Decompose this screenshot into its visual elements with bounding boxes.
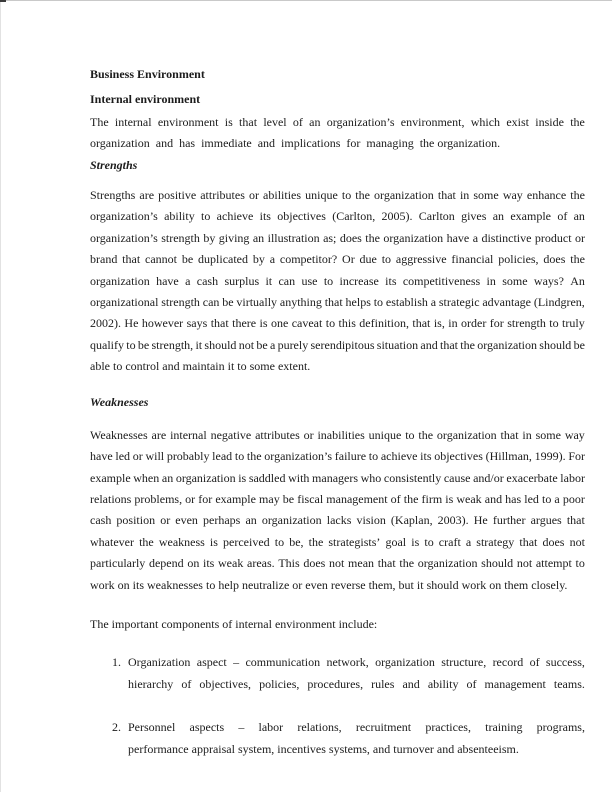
paragraph-line: have led or will probably lead to the organization’s failure to achieve its objectives (Hillman, 1999). For xyxy=(90,449,585,464)
paragraph-line: organization’s strength by giving an illustration as; does the organization have a distinctive product or xyxy=(90,230,585,245)
numbered-list xyxy=(90,652,585,760)
paragraph-line: organization have a cash surplus it can use to increase its competitiveness in some ways? An xyxy=(90,273,585,288)
page-edge-line-left xyxy=(0,0,1,792)
heading-business-environment: Business Environment xyxy=(90,67,205,81)
components-intro-line: The important components of internal environment include: xyxy=(90,616,378,631)
heading-internal-environment: Internal environment xyxy=(90,92,201,107)
paragraph-line: particularly depend on its weak areas. This does not mean that the organization should not attempt to xyxy=(90,556,585,571)
list-item-number: 2. xyxy=(112,720,121,735)
paragraph-line: organization’s ability to achieve its objectives (Carlton, 2005). Carlton gives an example of an xyxy=(90,209,585,224)
paragraph-line: organization and has immediate and implications for managing the organization. xyxy=(90,136,501,151)
paragraph-line: relations problems, or for example may be fiscal management of the firm is weak and has led to a poor xyxy=(90,492,585,507)
paragraph-line: Strengths are positive attributes or abilities unique to the organization that in some way enhance the xyxy=(90,187,585,202)
list-item-line: Organization aspect – communication network, organization structure, record of success, xyxy=(128,655,585,670)
intro-paragraph xyxy=(90,112,585,155)
paragraph-line: able to control and maintain it to some extent. xyxy=(90,359,311,374)
heading-weaknesses: Weaknesses xyxy=(90,395,149,410)
paragraph-line: 2002). He however says that there is one caveat to this definition, that is, in order for strength to truly xyxy=(90,316,585,331)
list-item-personnel-aspects xyxy=(90,717,585,760)
paragraph-line: example when an organization is saddled with managers who consistently cause and/or exacerbate labor xyxy=(90,470,585,485)
list-item-text xyxy=(128,717,585,760)
list-item-text xyxy=(128,652,585,695)
paragraph-line: brand that cannot be duplicated by a competitor? Or due to aggressive financial policies, does the xyxy=(90,252,585,267)
paragraph-line: whatever the weakness is perceived to be, the strategists’ goal is to craft a strategy that does not xyxy=(90,534,585,549)
weaknesses-paragraph xyxy=(90,425,585,596)
paragraph-line: qualify to be strength, it should not be a purely serendipitous situation and that the organization should be xyxy=(90,337,585,352)
paragraph-line: work on its weaknesses to help neutralize or even reverse them, but it should work on them closely. xyxy=(90,577,568,592)
scan-artifact-corner xyxy=(0,0,6,2)
paragraph-line: The internal environment is that level of an organization’s environment, which exist inside the xyxy=(90,114,585,129)
paragraph-line: Weaknesses are internal negative attributes or inabilities unique to the organization that in some way xyxy=(90,427,585,442)
list-item-organization-aspect xyxy=(90,652,585,695)
page-edge-line-top xyxy=(0,0,612,1)
paragraph-line: organizational strength can be virtually anything that helps to establish a strategic advantage (Lindgren, xyxy=(90,294,585,309)
heading-strengths: Strengths xyxy=(90,157,138,172)
list-item-line: hierarchy of objectives, policies, procedures, rules and ability of management teams. xyxy=(128,676,585,691)
paragraph-line: cash position or even perhaps an organization lacks vision (Kaplan, 2003). He further argues that xyxy=(90,513,585,528)
list-item-number: 1. xyxy=(112,655,121,670)
list-item-line: performance appraisal system, incentives systems, and turnover and absenteeism. xyxy=(128,741,519,756)
strengths-paragraph xyxy=(90,185,585,378)
list-item-line: Personnel aspects – labor relations, recruitment practices, training programs, xyxy=(128,720,585,735)
